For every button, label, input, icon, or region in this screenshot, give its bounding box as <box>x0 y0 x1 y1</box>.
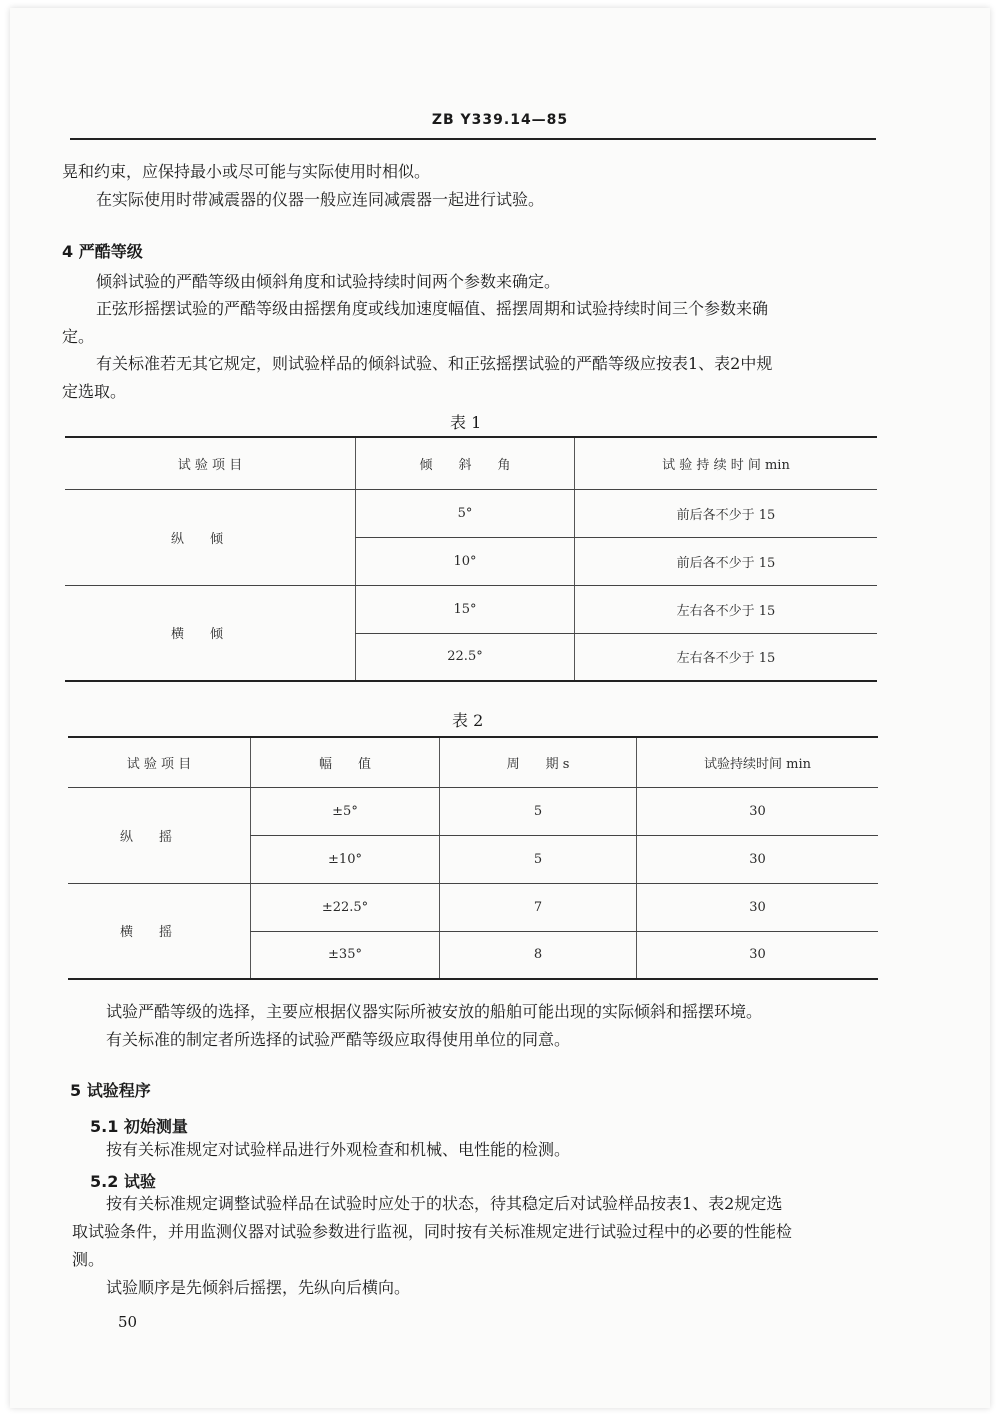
table2 <box>68 736 878 980</box>
paragraph: 定选取。 <box>62 382 127 401</box>
page-number: 50 <box>118 1313 138 1331</box>
table2-amplitude: ±22.5° <box>251 883 440 931</box>
table2-duration: 30 <box>637 835 879 883</box>
section-4-title: 4 严酷等级 <box>62 242 143 261</box>
table2-duration: 30 <box>637 883 879 931</box>
paragraph: 有关标准若无其它规定，则试验样品的倾斜试验、和正弦摇摆试验的严酷等级应按表1、表2中规 <box>96 354 773 373</box>
paragraph: 在实际使用时带减震器的仪器一般应连同减震器一起进行试验。 <box>96 190 545 209</box>
table2-amplitude: ±10° <box>251 835 440 883</box>
header-rule <box>70 138 876 140</box>
table-row <box>65 489 877 537</box>
table2-header: 试验持续时间 min <box>637 737 879 787</box>
table2-amplitude: ±5° <box>251 787 440 835</box>
table2-period: 5 <box>440 835 637 883</box>
table1-duration: 前后各不少于 15 <box>575 537 878 585</box>
document-page <box>10 8 990 1408</box>
table2-caption: 表 2 <box>452 711 484 730</box>
table2-duration: 30 <box>637 931 879 979</box>
table1-angle: 15° <box>356 585 575 633</box>
table2-header: 幅 值 <box>251 737 440 787</box>
paragraph: 定。 <box>62 327 95 346</box>
table1-angle: 22.5° <box>356 633 575 681</box>
table1-header: 倾 斜 角 <box>356 437 575 489</box>
document-code: ZB Y339.14—85 <box>431 112 569 128</box>
table-row <box>68 883 878 931</box>
paragraph: 晃和约束，应保持最小或尽可能与实际使用时相似。 <box>62 162 431 181</box>
table1-duration: 左右各不少于 15 <box>575 633 878 681</box>
table1-item: 纵倾 <box>65 489 356 585</box>
table1-header: 试 验 项 目 <box>65 437 356 489</box>
table1-caption: 表 1 <box>450 413 482 432</box>
section-5-2-title: 5.2 试验 <box>90 1172 156 1191</box>
paragraph: 有关标准的制定者所选择的试验严酷等级应取得使用单位的同意。 <box>106 1030 571 1049</box>
table2-item: 纵摇 <box>68 787 251 883</box>
table1-duration: 前后各不少于 15 <box>575 489 878 537</box>
table1-duration: 左右各不少于 15 <box>575 585 878 633</box>
table2-item: 横摇 <box>68 883 251 979</box>
table2-period: 7 <box>440 883 637 931</box>
table1-angle: 5° <box>356 489 575 537</box>
table1-header: 试 验 持 续 时 间 min <box>575 437 878 489</box>
table2-duration: 30 <box>637 787 879 835</box>
paragraph: 取试验条件，并用监测仪器对试验参数进行监视，同时按有关标准规定进行试验过程中的必要的性能检 <box>72 1222 793 1241</box>
table2-amplitude: ±35° <box>251 931 440 979</box>
table2-period: 8 <box>440 931 637 979</box>
table2-header: 试 验 项 目 <box>68 737 251 787</box>
paragraph: 按有关标准规定调整试验样品在试验时应处于的状态，待其稳定后对试验样品按表1、表2规定选 <box>106 1194 783 1213</box>
paragraph: 正弦形摇摆试验的严酷等级由摇摆角度或线加速度幅值、摇摆周期和试验持续时间三个参数来确 <box>96 299 769 318</box>
table1 <box>65 436 877 682</box>
paragraph: 按有关标准规定对试验样品进行外观检查和机械、电性能的检测。 <box>106 1140 571 1159</box>
section-5-1-title: 5.1 初始测量 <box>90 1117 188 1136</box>
table-row <box>68 787 878 835</box>
section-5-title: 5 试验程序 <box>70 1081 151 1100</box>
table1-angle: 10° <box>356 537 575 585</box>
paragraph: 试验严酷等级的选择，主要应根据仪器实际所被安放的船舶可能出现的实际倾斜和摇摆环境。 <box>106 1002 763 1021</box>
table2-period: 5 <box>440 787 637 835</box>
table2-header: 周 期 s <box>440 737 637 787</box>
table-row <box>65 585 877 633</box>
paragraph: 倾斜试验的严酷等级由倾斜角度和试验持续时间两个参数来确定。 <box>96 272 561 291</box>
table1-item: 横倾 <box>65 585 356 681</box>
paragraph: 测。 <box>72 1250 105 1269</box>
paragraph: 试验顺序是先倾斜后摇摆，先纵向后横向。 <box>106 1278 411 1297</box>
